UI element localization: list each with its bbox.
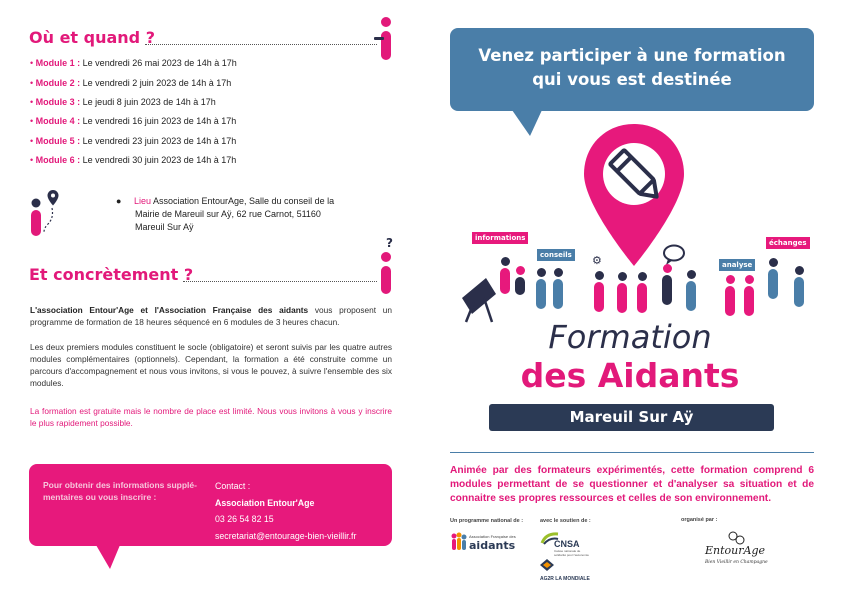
person-figure	[553, 268, 563, 309]
contact-email[interactable]: secretariat@entourage-bien-vieillir.fr	[215, 530, 357, 541]
contact-box-tail	[96, 545, 120, 569]
person-figure	[515, 266, 525, 295]
organise-label: organisé par :	[681, 517, 718, 523]
contact-phone[interactable]: 03 26 54 82 15	[215, 514, 274, 524]
logo-entourage: EntourAge Bien Vieillir en Champagne	[703, 530, 771, 575]
person-figure	[744, 275, 754, 316]
headline-bubble	[450, 28, 814, 111]
headline-bubble-tail	[512, 110, 542, 136]
contact-details	[215, 478, 356, 544]
person-figure	[662, 264, 672, 305]
tag-analyse: analyse	[719, 259, 755, 271]
city-band: Mareuil Sur Aÿ	[489, 404, 774, 431]
person-figure	[794, 266, 804, 307]
contact-org: Association Entour'Age	[215, 497, 315, 508]
divider	[450, 452, 814, 453]
module-item: • Module 1 : Le vendredi 26 mai 2023 de 14h à 17h	[30, 58, 237, 68]
logo-ag2r: AG2R LA MONDIALE	[540, 558, 590, 582]
person-figure	[617, 272, 627, 313]
person-figure	[725, 275, 735, 316]
module-item: • Module 5 : Le vendredi 23 juin 2023 de 14h à 17h	[30, 136, 237, 146]
person-figure	[637, 272, 647, 313]
module-item: • Module 6 : Le vendredi 30 juin 2023 de 14h à 17h	[30, 155, 237, 165]
logo-formation-text: Formation	[548, 318, 712, 356]
svg-text:?: ?	[386, 236, 393, 250]
ag2r-diamond-icon	[540, 559, 554, 571]
module-item: • Module 2 : Le vendredi 2 juin 2023 de 14h à 17h	[30, 78, 232, 88]
location-person-icon	[26, 188, 64, 238]
soutien-label: avec le soutien de :	[540, 518, 591, 524]
info-person-icon	[372, 16, 396, 62]
tag-conseils: conseils	[537, 249, 575, 261]
intro-paragraph: L'association Entour'Age et l'Association Française des aidants vous proposent un programme de formation de 18 heures séquencé en 6 modules de 3 heures chacun.	[30, 305, 392, 327]
contact-label: Contact :	[215, 481, 251, 491]
tag-echanges: échanges	[766, 237, 810, 249]
logo-aidants-text: des Aidants	[520, 356, 740, 395]
person-figure	[768, 258, 778, 299]
gear-icon: ⚙	[592, 255, 602, 267]
free-paragraph: La formation est gratuite mais le nombre de place est limité. Nous vous invitons à vous y inscrire le plus rapidement possible.	[30, 406, 392, 428]
person-figure	[536, 268, 546, 309]
modules-paragraph: Les deux premiers modules constituent le socle (obligatoire) et seront suivis par les quatre autres modules complémentaires (optionnels). Cependant, la formation a été construite comme un parcours d'accompagnement et nous vous invitons, si vous le pouvez, à suivre l'ensemble des six modules.	[30, 342, 392, 388]
question-person-icon	[376, 236, 398, 296]
person-figure	[686, 270, 696, 311]
aidants-people-icon	[450, 532, 468, 552]
contact-intro: Pour obtenir des informations supplé-mentaires ou vous inscrire :	[43, 480, 197, 502]
headline-line: qui vous est destinée	[532, 70, 732, 89]
concrete-title: Et concrètement ?	[29, 265, 194, 284]
module-item: • Module 4 : Le vendredi 16 juin 2023 de 14h à 17h	[30, 116, 237, 126]
person-figure	[594, 271, 604, 312]
where-when-title: Où et quand ?	[29, 28, 155, 47]
description-paragraph: Animée par des formateurs expérimentés, cette formation comprend 6 modules permettant de se questionner et d'analyser sa situation et de connaitre ses propres ressources et celles de son environnement.	[450, 465, 814, 504]
logo-cnsa: CNSA Caisse nationale de solidarité pour l'autonomie	[540, 531, 590, 556]
title-dotted-line	[183, 281, 377, 282]
easel-icon	[458, 272, 502, 324]
programme-label: Un programme national de :	[450, 518, 524, 524]
location-block: ● Lieu Association EntourAge, Salle du conseil de la Mairie de Mareuil sur Aÿ, 62 rue Carnot, 51160 Mareuil Sur Aÿ	[116, 196, 335, 232]
person-figure	[500, 257, 510, 294]
module-item: • Module 3 : Le jeudi 8 juin 2023 de 14h à 17h	[30, 97, 216, 107]
headline-line: Venez participer à une formation	[478, 46, 786, 65]
logo-aidants-partner: Association Française des aidants	[450, 531, 510, 553]
tag-informations: informations	[472, 232, 528, 244]
title-dotted-line	[145, 44, 377, 45]
speech-bubble-icon	[662, 244, 686, 266]
